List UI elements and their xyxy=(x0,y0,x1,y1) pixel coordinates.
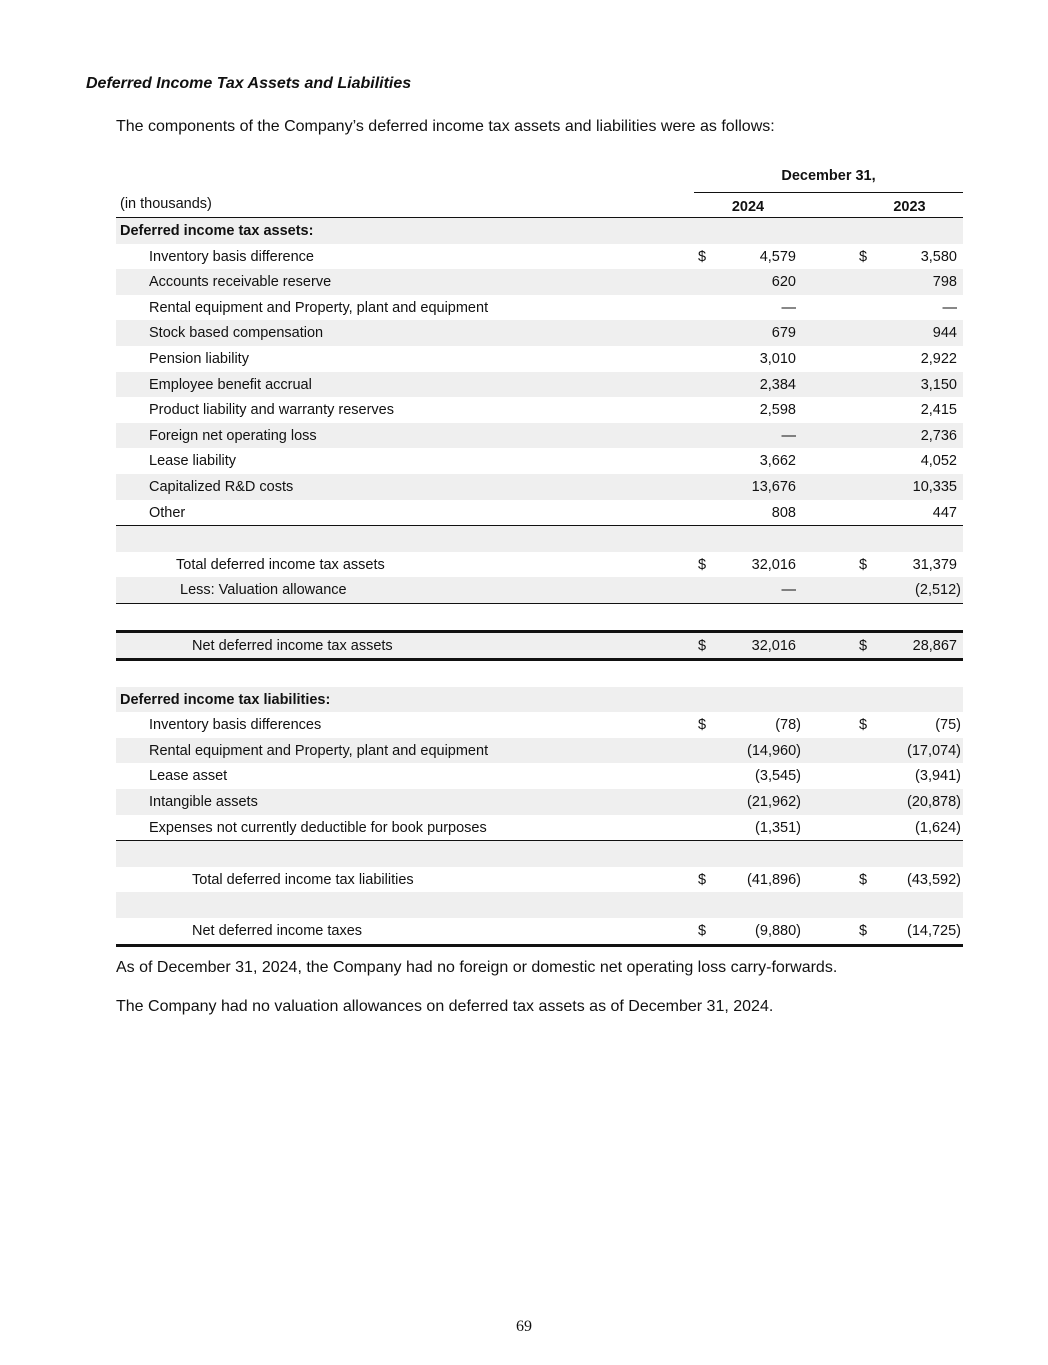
value-2024: (41,896) xyxy=(746,871,801,888)
row-label: Net deferred income tax assets xyxy=(192,637,393,654)
value-2023: 2,736 xyxy=(920,427,957,444)
note-paragraph-valuation: The Company had no valuation allowances on deferred tax assets as of December 31, 2024. xyxy=(116,998,774,1015)
value-2023: 28,867 xyxy=(912,637,957,654)
value-2024: 3,662 xyxy=(759,453,796,470)
dollar-sign: $ xyxy=(859,556,868,573)
dollar-sign: $ xyxy=(698,248,707,265)
value-2023: (20,878) xyxy=(906,794,961,811)
dollar-sign: $ xyxy=(698,717,707,734)
table-row xyxy=(116,346,963,372)
value-2024: 13,676 xyxy=(751,478,796,495)
net-deferred-taxes-row xyxy=(116,918,963,947)
value-2024: (1,351) xyxy=(755,819,801,836)
value-2024: — xyxy=(781,299,796,316)
row-label: Inventory basis differences xyxy=(149,717,322,734)
total-liabilities-row xyxy=(116,867,963,893)
table-row xyxy=(116,763,963,789)
dollar-sign: $ xyxy=(859,637,868,654)
period-label: December 31, xyxy=(781,168,876,184)
value-2024: — xyxy=(781,582,796,599)
dollar-sign: $ xyxy=(698,637,707,654)
row-label: Lease asset xyxy=(149,768,228,785)
value-2023: 2,922 xyxy=(920,350,957,367)
value-2024: — xyxy=(781,427,796,444)
assets-section-header xyxy=(116,218,963,244)
value-2024: 32,016 xyxy=(751,637,796,654)
value-2024: 4,579 xyxy=(759,248,796,265)
value-2023: 944 xyxy=(932,325,957,342)
value-2023: (1,624) xyxy=(915,819,961,836)
row-label: Deferred income tax assets: xyxy=(120,223,314,239)
dollar-sign: $ xyxy=(698,923,707,940)
table-row xyxy=(116,244,963,270)
dollar-sign: $ xyxy=(698,556,707,573)
year-2024-header: 2024 xyxy=(731,199,765,215)
table-row xyxy=(116,738,963,764)
table-row xyxy=(116,269,963,295)
page-number: 69 xyxy=(516,1318,532,1335)
spacer-row xyxy=(116,892,963,918)
row-label: Expenses not currently deductible for book purposes xyxy=(149,819,487,836)
table-row xyxy=(116,320,963,346)
table-row xyxy=(116,815,963,841)
value-2024: (3,545) xyxy=(755,768,801,785)
value-2023: (43,592) xyxy=(906,871,961,888)
table-row xyxy=(116,448,963,474)
note-paragraph-nol: As of December 31, 2024, the Company had no foreign or domestic net operating loss carry-forwards. xyxy=(116,959,838,976)
spacer-row xyxy=(116,603,963,630)
value-2023: — xyxy=(942,299,957,316)
row-label: Accounts receivable reserve xyxy=(149,274,332,291)
row-label: Foreign net operating loss xyxy=(149,427,317,444)
value-2024: 620 xyxy=(771,274,796,291)
row-label: Other xyxy=(149,504,186,521)
row-label: Total deferred income tax assets xyxy=(176,556,385,573)
units-label: (in thousands) xyxy=(120,196,212,212)
value-2023: 3,150 xyxy=(920,376,957,393)
row-label: Lease liability xyxy=(149,453,237,470)
value-2024: 3,010 xyxy=(759,350,796,367)
year-2023-header: 2023 xyxy=(893,199,926,215)
deferred-tax-table xyxy=(116,165,963,947)
value-2023: 4,052 xyxy=(920,453,957,470)
row-label: Pension liability xyxy=(149,350,249,367)
value-2024: (14,960) xyxy=(746,742,801,759)
dollar-sign: $ xyxy=(698,871,707,888)
net-assets-row xyxy=(116,630,963,662)
row-label: Less: Valuation allowance xyxy=(180,582,347,599)
value-2024: 679 xyxy=(771,325,796,342)
value-2023: (75) xyxy=(935,717,961,734)
table-row xyxy=(116,712,963,738)
value-2023: 798 xyxy=(932,274,957,291)
total-assets-row xyxy=(116,552,963,578)
value-2023: 3,580 xyxy=(920,248,957,265)
value-2023: 31,379 xyxy=(912,556,957,573)
section-heading: Deferred Income Tax Assets and Liabilities xyxy=(86,75,412,92)
intro-paragraph: The components of the Company’s deferred income tax assets and liabilities were as follows: xyxy=(116,118,775,135)
row-label: Rental equipment and Property, plant and equipment xyxy=(149,299,489,316)
table-row xyxy=(116,397,963,423)
value-2024: 2,598 xyxy=(759,402,796,419)
spacer-row xyxy=(116,661,963,687)
valuation-allowance-row xyxy=(116,577,963,603)
table-row xyxy=(116,789,963,815)
dollar-sign: $ xyxy=(859,248,868,265)
row-label: Product liability and warranty reserves xyxy=(149,402,394,419)
liabilities-section-header xyxy=(116,687,963,713)
value-2024: (21,962) xyxy=(746,794,801,811)
spacer-row xyxy=(116,840,963,867)
value-2023: (14,725) xyxy=(906,923,961,940)
value-2023: 10,335 xyxy=(912,478,957,495)
dollar-sign: $ xyxy=(859,717,868,734)
row-label: Total deferred income tax liabilities xyxy=(192,871,414,888)
value-2024: 32,016 xyxy=(751,556,796,573)
row-label: Stock based compensation xyxy=(149,325,324,342)
value-2023: (17,074) xyxy=(906,742,961,759)
value-2023: (3,941) xyxy=(915,768,961,785)
table-period-header xyxy=(116,165,963,193)
value-2024: (78) xyxy=(775,717,801,734)
value-2023: 2,415 xyxy=(920,402,957,419)
row-label: Intangible assets xyxy=(149,794,258,811)
spacer-row xyxy=(116,525,963,552)
table-row xyxy=(116,500,963,526)
row-label: Inventory basis difference xyxy=(149,248,314,265)
row-label: Employee benefit accrual xyxy=(149,376,312,393)
row-label: Net deferred income taxes xyxy=(192,923,363,940)
row-label: Deferred income tax liabilities: xyxy=(120,691,331,708)
row-label: Capitalized R&D costs xyxy=(149,478,294,495)
value-2023: (2,512) xyxy=(915,582,961,599)
value-2024: 808 xyxy=(771,504,796,521)
table-row xyxy=(116,295,963,321)
table-column-header xyxy=(116,193,963,218)
row-label: Rental equipment and Property, plant and equipment xyxy=(149,742,489,759)
value-2024: 2,384 xyxy=(759,376,796,393)
value-2023: 447 xyxy=(932,504,957,521)
table-row xyxy=(116,423,963,449)
dollar-sign: $ xyxy=(859,923,868,940)
table-row xyxy=(116,372,963,398)
value-2024: (9,880) xyxy=(755,923,801,940)
table-row xyxy=(116,474,963,500)
dollar-sign: $ xyxy=(859,871,868,888)
